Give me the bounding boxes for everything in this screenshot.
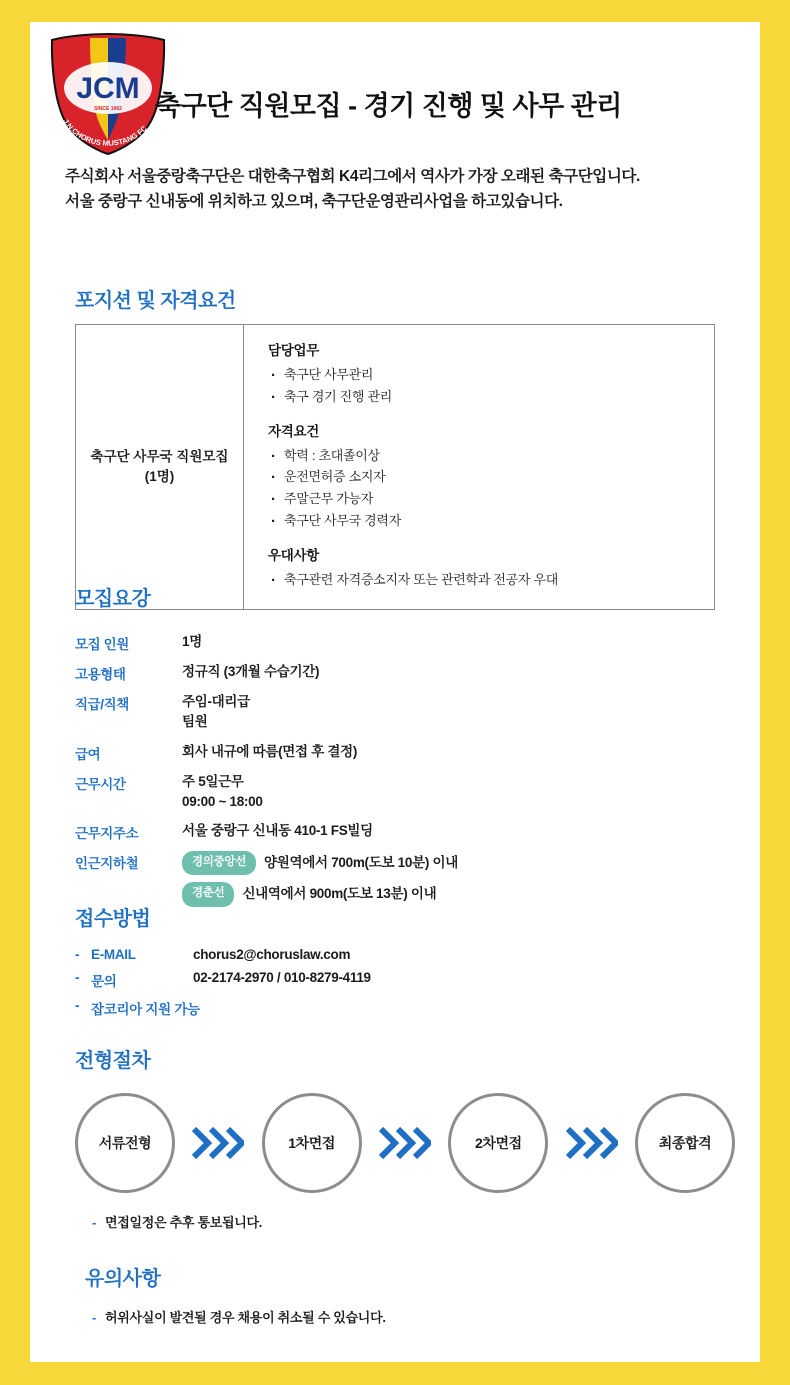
apply-methods (75, 947, 715, 1026)
apply-key: 잡코리아 지원 가능 (91, 1002, 200, 1017)
chevron-right-icon (362, 1126, 449, 1160)
qualification-item: · 운전면허증 소지자 (268, 466, 696, 488)
recruit-key: 고용형태 (75, 667, 126, 682)
process-note-dash: - (92, 1215, 97, 1230)
recruit-value-line1: 주 5일근무 (182, 773, 244, 789)
preference-title: 우대사항 (268, 547, 319, 563)
notice-text: 허위사실이 발견될 경우 채용이 취소될 수 있습니다. (105, 1310, 386, 1325)
duty-block (268, 339, 696, 408)
qualification-item: · 주말근무 가능자 (268, 488, 696, 510)
chevron-right-icon (548, 1126, 635, 1160)
recruit-value (182, 692, 715, 733)
apply-phone-value: 02-2174-2970 / 010-8279-4119 (193, 970, 371, 985)
svg-text:JCM: JCM (76, 72, 140, 105)
position-table (75, 324, 715, 610)
qualification-item: · 학력 : 초대졸이상 (268, 445, 696, 467)
subway-line-badge: 경의중앙선 (182, 851, 256, 875)
recruit-row (75, 772, 715, 813)
qualification-title: 자격요건 (268, 423, 319, 439)
subway-line-badge: 경춘선 (182, 882, 234, 906)
recruit-row-subway (75, 851, 715, 914)
duty-item: · 축구 경기 진행 관리 (268, 386, 696, 408)
intro-text (65, 164, 725, 214)
svg-text:SINCE 1962: SINCE 1962 (94, 106, 122, 112)
apply-row (75, 998, 715, 1018)
document-page (30, 22, 760, 1362)
subway-row (182, 882, 715, 906)
notice-note (92, 1307, 386, 1326)
intro-line-1: 주식회사 서울중랑축구단은 대한축구협회 K4리그에서 역사가 가장 오래된 축구단입니다. (65, 168, 640, 185)
recruit-value-line2: 09:00 ~ 18:00 (182, 793, 263, 809)
recruit-value: 정규직 (3개월 수습기간) (182, 664, 320, 679)
recruit-value-line1: 주임-대리급 (182, 694, 250, 709)
apply-dash: - (75, 998, 80, 1013)
section-heading-apply: 접수방법 (75, 908, 151, 930)
recruit-key: 근무시간 (75, 776, 126, 792)
recruit-value: 회사 내규에 따름(면접 후 결정) (182, 743, 358, 759)
subway-distance-text: 신내역에서 900m(도보 13분) 이내 (242, 886, 437, 902)
position-role-cell (76, 325, 244, 609)
recruit-key: 급여 (75, 746, 101, 762)
qualification-item: · 축구단 사무국 경력자 (268, 510, 696, 532)
apply-key: E-MAIL (91, 947, 136, 962)
page-title: 축구단 직원모집 - 경기 진행 및 사무 관리 (155, 91, 622, 121)
notice-dash: - (92, 1310, 97, 1325)
section-heading-process: 전형절차 (75, 1050, 151, 1072)
recruit-value: 1명 (182, 634, 202, 649)
process-note (92, 1212, 262, 1231)
recruit-key: 직급/직책 (75, 697, 129, 712)
recruit-details (75, 632, 715, 923)
qualification-block (268, 420, 696, 532)
recruit-key: 인근지하철 (75, 856, 139, 871)
process-step-2: 1차면접 (262, 1093, 362, 1193)
recruit-row (75, 692, 715, 733)
position-role-line1: 축구단 사무국 직원모집 (90, 448, 229, 464)
recruit-key: 모집 인원 (75, 637, 129, 652)
duty-item: · 축구단 사무관리 (268, 364, 696, 386)
process-flow (75, 1090, 735, 1195)
position-role-line2: (1명) (144, 468, 175, 484)
position-detail-cell (244, 325, 714, 609)
subway-distance-text: 양원역에서 700m(도보 10분) 이내 (264, 855, 458, 870)
intro-line-2: 서울 중랑구 신내동에 위치하고 있으며, 축구단운영관리사업을 하고있습니다. (65, 193, 563, 211)
process-note-text: 면접일정은 추후 통보됩니다. (105, 1215, 263, 1230)
svg-text:J.N.CHORUS MUSTANG FC: J.N.CHORUS MUSTANG FC (61, 117, 149, 148)
recruit-row (75, 742, 715, 763)
recruit-value-line2: 팀원 (182, 714, 208, 730)
apply-row (75, 970, 715, 990)
section-heading-notice: 유의사항 (85, 1268, 161, 1290)
apply-row (75, 947, 715, 962)
apply-key: 문의 (91, 974, 117, 989)
duty-title: 담당업무 (268, 343, 319, 358)
recruit-value: 서울 중랑구 신내동 410-1 FS빌딩 (182, 823, 373, 838)
recruit-row (75, 662, 715, 683)
process-step-3: 2차면접 (448, 1093, 548, 1193)
recruit-row (75, 632, 715, 653)
apply-dash: - (75, 947, 80, 962)
preference-block (268, 544, 696, 591)
chevron-right-icon (175, 1126, 262, 1160)
section-heading-position: 포지션 및 자격요건 (75, 290, 236, 312)
section-heading-recruit: 모집요강 (75, 588, 151, 610)
recruit-key: 근무지주소 (75, 826, 139, 841)
preference-item: · 축구관련 자격증소지자 또는 관련학과 전공자 우대 (268, 569, 696, 591)
apply-email-value[interactable]: chorus2@choruslaw.com (193, 947, 351, 962)
subway-row (182, 851, 715, 875)
recruit-value (182, 772, 715, 813)
recruit-row (75, 821, 715, 842)
process-step-1: 서류전형 (75, 1093, 175, 1193)
apply-dash: - (75, 970, 80, 985)
process-step-4: 최종합격 (635, 1093, 735, 1193)
